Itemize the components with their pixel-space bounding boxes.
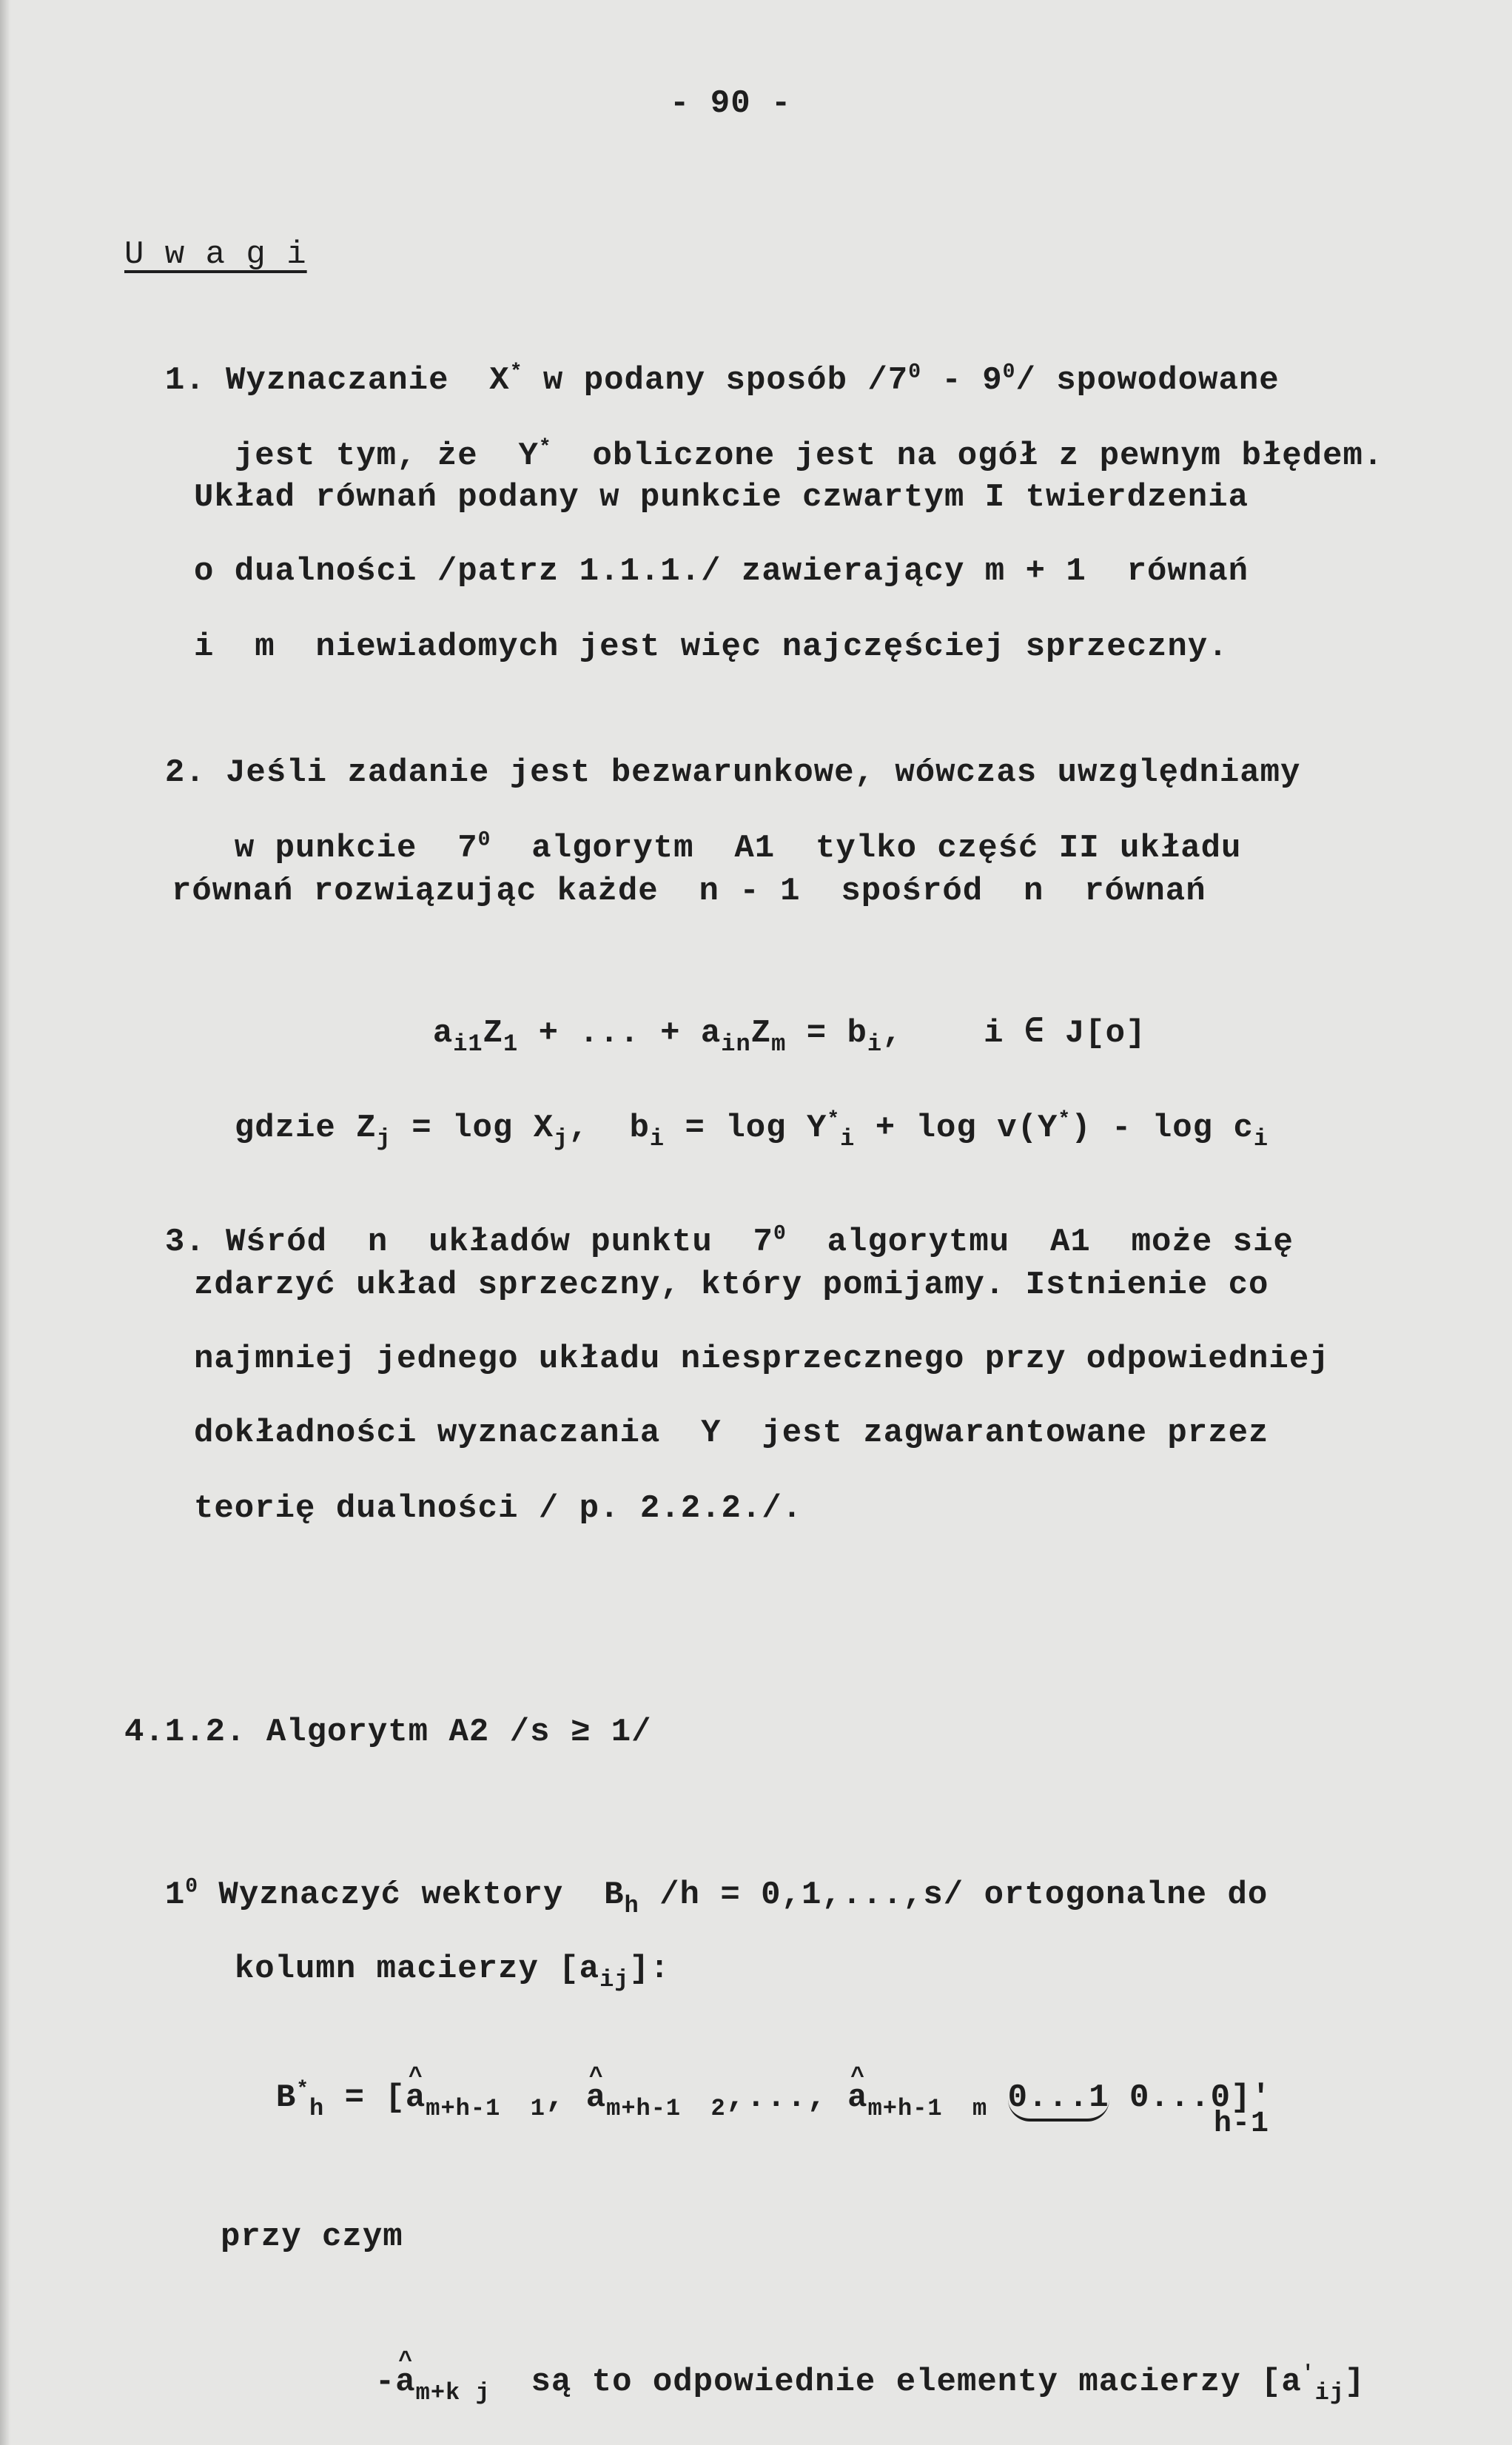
note-1-line-2: jest tym, że Y* obliczone jest na ogół z pewnym błędem. — [234, 436, 1384, 474]
final-statement: -^ $a_{m+k j}$ są to odpowiednie elementy macierzy $[a'_{ij}]$ — [335, 2333, 1365, 2398]
step-1-line-2: kolumn macierzy $[a_{ij}]$: — [234, 1951, 671, 1993]
note-2-line-3: równań rozwiązując każde n - 1 spośród n równań — [172, 873, 1206, 910]
section-title: 4.1.2. Algorytm A2 /s ≥ 1/ — [124, 1714, 652, 1751]
przy-czym-text: przy czym — [221, 2218, 403, 2255]
note-3-line-3: najmniej jednego układu niesprzecznego przy odpowiedniej — [194, 1341, 1330, 1378]
note-number: 3. — [164, 1224, 206, 1261]
note-number: 2. — [164, 754, 206, 791]
note-3-line-4: dokładności wyznaczania Y jest zagwarantowane przez — [194, 1415, 1269, 1452]
note-3-line-1: 3. Wśród n układów punktu $7^0$ algorytmu A1 może się — [164, 1222, 1294, 1261]
note-1-line-5: i m niewiadomych jest więc najczęściej sprzeczny. — [194, 628, 1229, 665]
note-2-line-2: w punkcie $7^0$ algorytm A1 tylko część II układu — [234, 828, 1242, 867]
equation-vector-b: $B^*_h$ = [^ $a_{m+h-1 1}$, ^ $a_{m+h-1 2}$,..., ^ $a_{m+h-1 m}$ 0...1 0...0]' — [235, 2049, 1271, 2122]
scan-edge-shadow — [0, 0, 10, 2445]
note-3-line-2: zdarzyć układ sprzeczny, który pomijamy. Istnienie co — [194, 1267, 1269, 1304]
note-1-line-1: 1. Wyznaczanie X* w podany sposób $/7^0 - 9^0/$ spowodowane — [164, 360, 1280, 399]
page-number: - 90 - — [670, 85, 792, 122]
underbrace: 0...1 — [1008, 2082, 1109, 2122]
note-3-line-5: teorię dualności / p. 2.2.2./. — [194, 1490, 803, 1527]
note-number: 1. — [164, 362, 206, 399]
equation-linear-system: $a_{i1}Z_1$ + ... + $a_{in}Z_m = b_i$, i ∈ J[o] — [432, 1015, 1146, 1058]
note-1-line-4: o dualności /patrz 1.1.1./ zawierający m + 1 równań — [194, 553, 1249, 590]
step-1-line-1: $1^0$ Wyznaczyć wektory $B_h$ /h = 0,1,...,s/ ortogonalne do — [164, 1875, 1269, 1919]
equation-definitions: gdzie $Z_j = \log X_j$, $b_i = \log Y^*_i + \log v(Y^*) - \log c_i$ — [234, 1108, 1269, 1153]
heading-uwagi: U w a g i — [124, 236, 307, 273]
note-1-line-3: Układ równań podany w punkcie czwartym I twierdzenia — [194, 479, 1249, 516]
note-2-line-1: 2. Jeśli zadanie jest bezwarunkowe, wówczas uwzględniamy — [164, 754, 1301, 791]
underbrace-label: h-1 — [1214, 2107, 1270, 2141]
